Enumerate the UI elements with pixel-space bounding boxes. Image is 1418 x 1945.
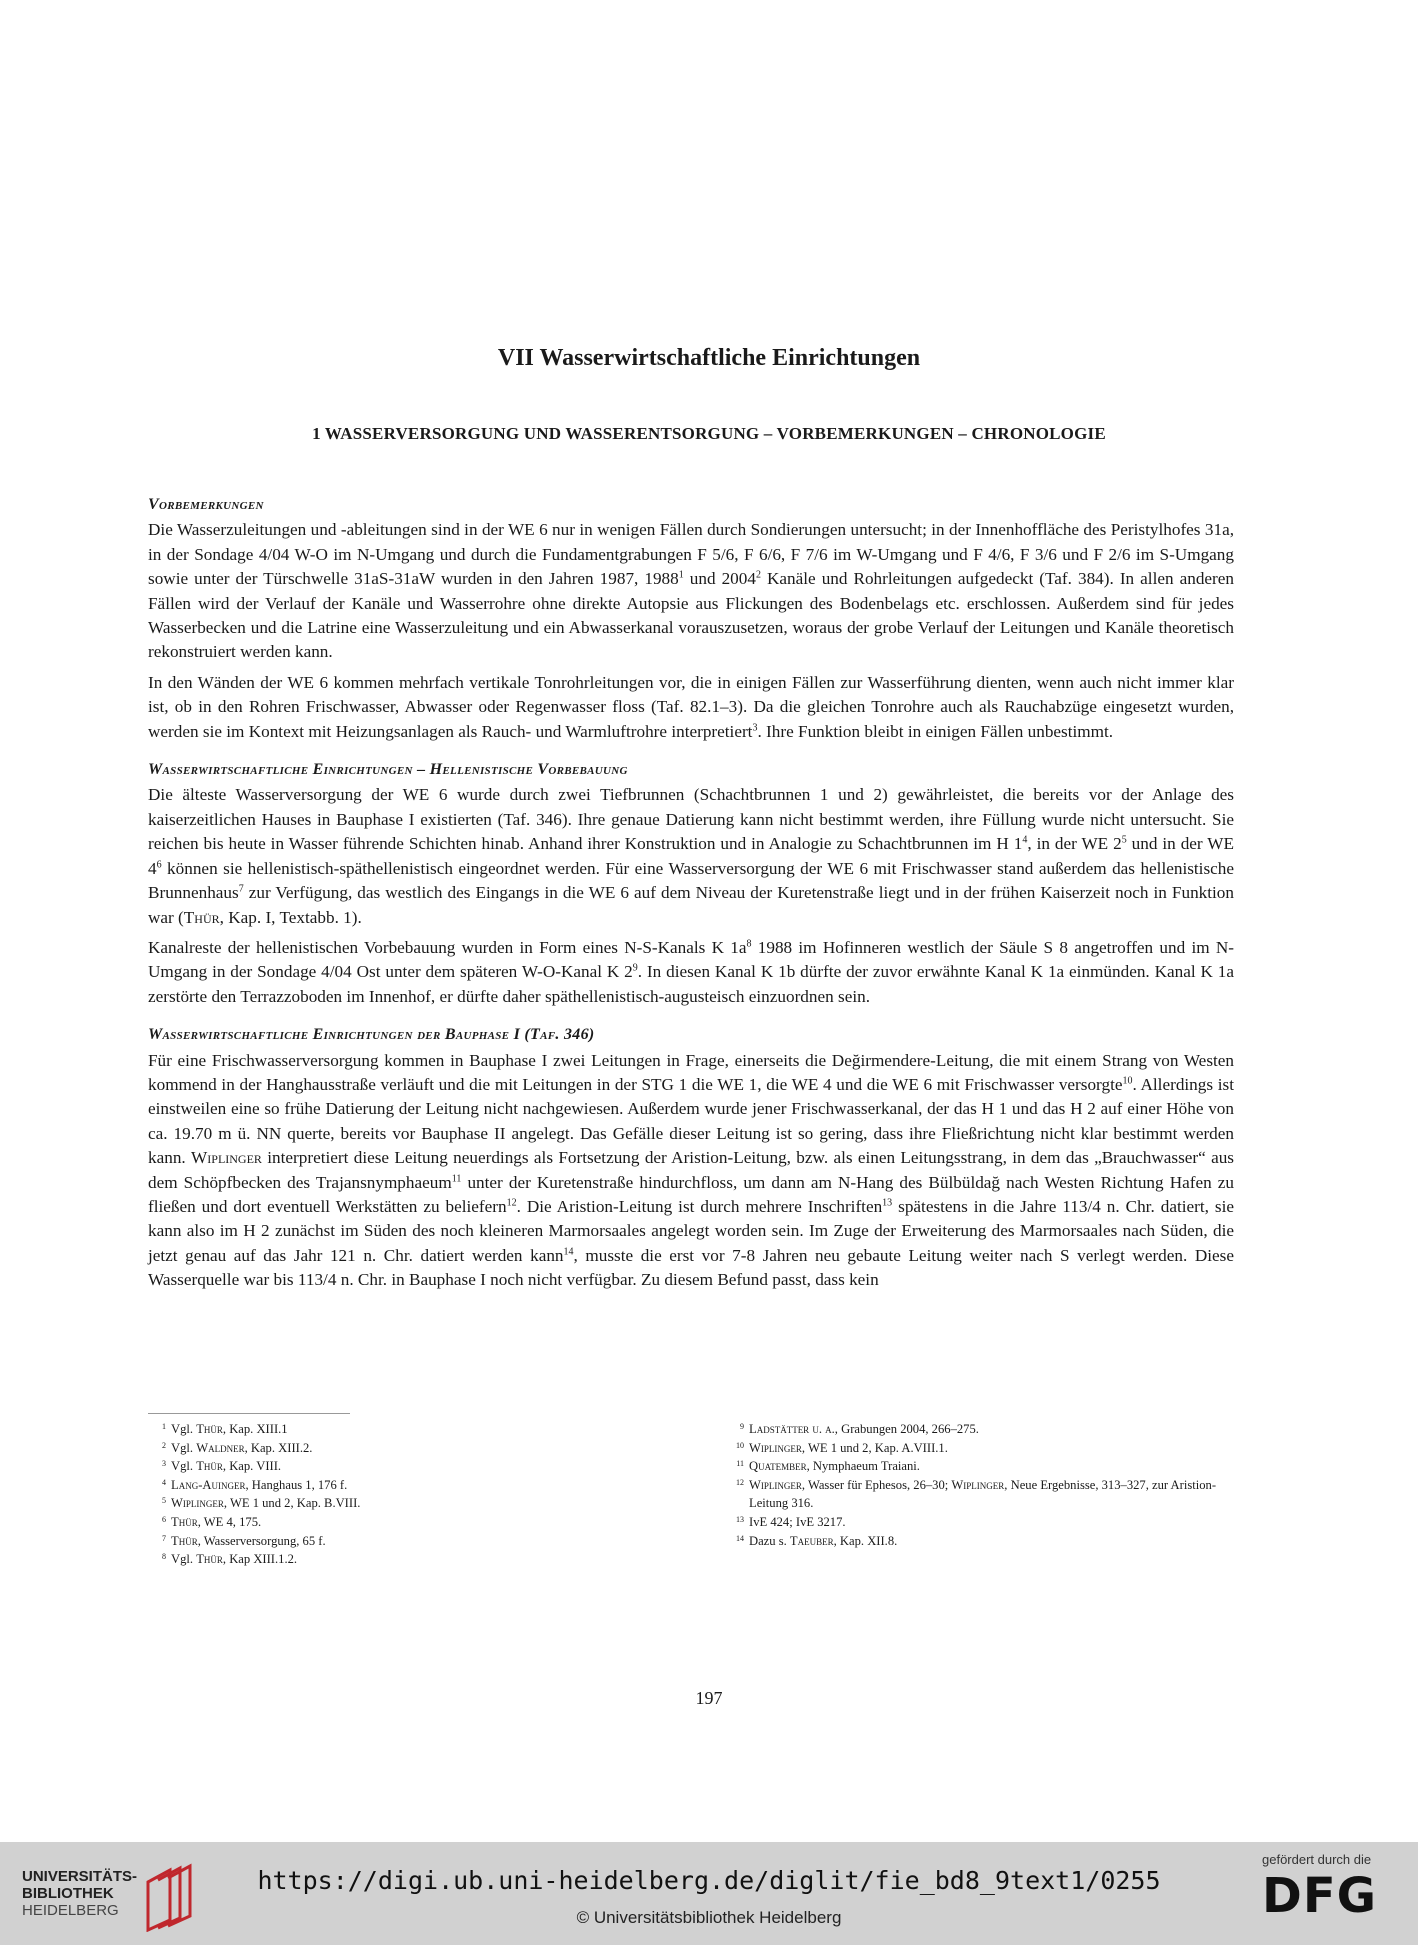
footnote-text xyxy=(749,1420,1240,1439)
dfg-logo[interactable] xyxy=(1262,1852,1402,1932)
author-name: Ladstätter u. a. xyxy=(749,1422,835,1436)
text-run: In den Wänden der WE 6 kommen mehrfach vertikale Tonrohrleitungen vor, die in einigen Fällen zur Wasserführung dienten, wenn auch nicht immer klar ist, ob in den Rohren Frischwasser, Abwasser oder Regenwasser floss (Taf. 82.1–3). Da die gleichen Tonrohre auch als Rauchabzüge eingesetzt wurden, werden sie im Kontext mit Heizungsanlagen als Rauch- und Warmluftrohre interpretiert xyxy=(148,672,1234,741)
footnote-text xyxy=(749,1457,1240,1476)
footnote xyxy=(730,1476,1240,1513)
footnote xyxy=(152,1532,672,1551)
footnote-reference: 9 xyxy=(632,962,638,974)
dfg-wordmark: DFG xyxy=(1262,1868,1378,1924)
text-run: Vgl. xyxy=(171,1440,197,1455)
text-run: , musste die erst vor 7-8 Jahren neu gebaute Leitung weiter nach S verlegt werden. Diese Wasserquelle war bis 113/4 n. Chr. in Bauphase I noch nicht verfügbar. Zu diesem Befund passt, dass kein xyxy=(148,1245,1234,1290)
text-run: , Nymphaeum Traiani. xyxy=(806,1459,920,1474)
footnote xyxy=(152,1513,672,1532)
footnote xyxy=(730,1457,1240,1476)
footnote-number: 6 xyxy=(162,1514,166,1524)
text-run: und in der WE 4 xyxy=(148,834,1234,878)
library-name-line3: HEIDELBERG xyxy=(22,1902,119,1919)
footnote-reference: 5 xyxy=(1121,834,1127,846)
footnotes-left-column xyxy=(152,1420,672,1569)
copyright-notice: © Universitätsbibliothek Heidelberg xyxy=(576,1908,842,1927)
text-run: , Wasser für Ephesos, 26–30; xyxy=(801,1477,952,1492)
footnote-reference: 12 xyxy=(506,1197,517,1209)
text-run: , Kap. VIII. xyxy=(222,1459,282,1474)
library-name-line1: UNIVERSITÄTS- xyxy=(22,1868,138,1885)
text-run: , Kap. XII.8. xyxy=(833,1533,898,1548)
text-run: , Grabungen 2004, 266–275. xyxy=(834,1422,979,1436)
author-name: Thür xyxy=(171,1514,198,1529)
footnote xyxy=(152,1420,672,1439)
footnote-number: 2 xyxy=(162,1440,166,1450)
text-run: , Kap. XIII.1 xyxy=(222,1422,288,1436)
footnote xyxy=(152,1439,672,1458)
footnote-number: 7 xyxy=(162,1533,166,1543)
author-name: Wiplinger xyxy=(171,1496,224,1511)
footnote-reference: 8 xyxy=(746,938,752,950)
body-text xyxy=(148,493,1234,1299)
text-run: spätestens in die Jahre 113/4 n. Chr. datiert, sie kann also im H 2 zunächst im Süden des noch kleineren Marmorsaales angelegt worden sein. Im Zuge der Erweiterung des Marmorsaales nach Süden, die jetzt genau auf das Jahr 121 n. Chr. datiert werden kann xyxy=(148,1196,1234,1265)
footnote-reference: 1 xyxy=(678,569,684,581)
footnote xyxy=(152,1550,672,1569)
text-section xyxy=(148,1023,1234,1292)
footnote-number: 4 xyxy=(162,1477,166,1487)
footnote-reference: 13 xyxy=(882,1197,893,1209)
section-heading: Wasserwirtschaftliche Einrichtungen der Bauphase I (Taf. 346) xyxy=(148,1026,595,1044)
text-run: können sie hellenistisch-späthellenistisch eingeordnet werden. Für eine Wasserversorgung der WE 6 mit Frischwasser stand außerdem das hellenistische Brunnenhaus xyxy=(148,858,1234,903)
text-run: zur Verfügung, das westlich des Eingangs in die WE 6 auf dem Niveau der Kuretenstraße liegt und in der frühen Kaiserzeit noch in Funktion war ( xyxy=(148,883,1234,927)
author-name: Thür xyxy=(183,907,220,927)
section-heading: Wasserwirtschaftliche Einrichtungen – Hellenistische Vorbebauung xyxy=(148,761,628,779)
text-run: , WE 1 und 2, Kap. B.VIII. xyxy=(223,1496,361,1511)
footnote-text xyxy=(749,1532,1240,1551)
footnote-number: 13 xyxy=(736,1514,744,1524)
text-run: . Allerdings ist einstweilen eine so frühe Datierung der Leitung nicht nachgewiesen. Außerdem wurde jener Frischwasserkanal, der das H 1 und das H 2 auf einer Höhe von ca. 19.70 m ü. NN querte, bereits vor Bauphase II angelegt. Das Gefälle dieser Leitung ist so gering, dass ihre Fließrichtung nicht klar bestimmt werden kann. xyxy=(148,1074,1234,1168)
text-run: , Wasserversorgung, 65 f. xyxy=(197,1533,326,1548)
author-name: Thür xyxy=(196,1459,223,1474)
text-section xyxy=(148,493,1234,744)
chapter-title: VII Wasserwirtschaftliche Einrichtungen xyxy=(497,345,921,371)
text-run: unter der Kuretenstraße hindurchfloss, um dann am N-Hang des Bülbüldağ nach Westen Richtung Hafen zu fließen und dort eventuell Werkstätten zu beliefern xyxy=(148,1172,1234,1216)
paragraph xyxy=(148,936,1234,1009)
footnote-number: 10 xyxy=(736,1440,744,1450)
funding-label: gefördert durch die xyxy=(1262,1852,1372,1867)
text-run: , Neue Ergebnisse, 313–327, zur Aristion-Leitung 316. xyxy=(749,1477,1217,1511)
footnote xyxy=(730,1532,1240,1551)
footnote-text xyxy=(171,1550,672,1569)
footnote-reference: 14 xyxy=(563,1246,574,1258)
text-run: . Ihre Funktion bleibt in einigen Fällen unbestimmt. xyxy=(757,721,1114,741)
footnote xyxy=(152,1457,672,1476)
library-name-line2: BIBLIOTHEK xyxy=(22,1885,114,1902)
footnote-reference: 3 xyxy=(752,721,758,733)
text-run: und 2004 xyxy=(683,569,756,589)
footnote-text xyxy=(749,1476,1240,1513)
footnote xyxy=(730,1513,1240,1532)
footnote-number: 5 xyxy=(162,1496,166,1506)
author-name: Wiplinger xyxy=(749,1477,802,1492)
footnote-reference: 11 xyxy=(451,1172,462,1184)
text-run: Dazu s. xyxy=(749,1533,790,1548)
text-run: interpretiert diese Leitung neuerdings als Fortsetzung der Aristion-Leitung, bzw. als einen Leitungsstrang, in dem das „Brauchwasser“ aus dem Schöpfbecken des Trajansnymphaeum xyxy=(148,1148,1234,1192)
footnote-reference: 10 xyxy=(1122,1075,1133,1087)
footnote-number: 14 xyxy=(736,1533,744,1543)
footnote-text xyxy=(749,1439,1240,1458)
footnote-text xyxy=(171,1532,672,1551)
paragraph xyxy=(148,783,1234,929)
text-run: Kanalreste der hellenistischen Vorbebauung wurden in Form eines N-S-Kanals K 1a xyxy=(148,937,747,957)
section-title: 1 WASSERVERSORGUNG UND WASSERENTSORGUNG – VORBEMERKUNGEN – CHRONOLOGIE xyxy=(312,424,1106,443)
text-run: Die älteste Wasserversorgung der WE 6 wurde durch zwei Tiefbrunnen (Schachtbrunnen 1 und 2) gewährleistet, die bereits vor der Anlage des kaiserzeitlichen Hauses in Bauphase I existierten (Taf. 346). Ihre genaue Datierung kann nicht bestimmt werden, ihre Füllung wurde nicht untersucht. Sie reichen bis heute in Wasser führende Schichten hinab. Anhand ihrer Konstruktion und in Analogie zu Schachtbrunnen im H 1 xyxy=(148,785,1234,854)
text-run: , WE 1 und 2, Kap. A.VIII.1. xyxy=(801,1440,948,1455)
footnote-text xyxy=(171,1513,672,1532)
author-name: Wiplinger xyxy=(951,1477,1005,1492)
text-run: Die Wasserzuleitungen und -ableitungen sind in der WE 6 nur in wenigen Fällen durch Sondierungen untersucht; in der Innenhoffläche des Peristylhofes 31a, in der Sondage 4/04 W-O im N-Umgang und durch die Fundamentgrabungen F 5/6, F 6/6, F 7/6 im W-Umgang und F 4/6, F 3/6 und F 2/6 im S-Umgang sowie unter der Türschwelle 31aS-31aW wurden in den Jahren 1987, 1988 xyxy=(148,520,1234,589)
author-name: Taeuber xyxy=(789,1533,834,1548)
footnote-reference: 2 xyxy=(755,569,761,581)
text-run: , Hanghaus 1, 176 f. xyxy=(245,1477,348,1492)
footnote-number: 12 xyxy=(736,1477,744,1487)
paragraph xyxy=(148,518,1234,664)
text-run: . Die Aristion-Leitung ist durch mehrere Inschriften xyxy=(516,1196,883,1216)
footnote xyxy=(730,1420,1240,1439)
footnote xyxy=(152,1494,672,1513)
footnote-number: 3 xyxy=(162,1459,166,1469)
text-run: , WE 4, 175. xyxy=(197,1514,262,1529)
footnote-text xyxy=(749,1513,1240,1532)
text-run: IvE 424; IvE 3217. xyxy=(749,1514,846,1529)
text-run: . In diesen Kanal K 1b dürfte der zuvor erwähnte Kanal K 1a einmünden. Kanal K 1a zerstörte den Terrazzoboden im Innenhof, er dürfte daher späthellenistisch-augusteisch einzuordnen sein. xyxy=(148,962,1234,1006)
author-name: Thür xyxy=(171,1533,198,1548)
author-name: Lang-Auinger xyxy=(171,1477,246,1492)
footnote-number: 1 xyxy=(162,1422,166,1431)
footnote-text xyxy=(171,1494,672,1513)
footnote-number: 11 xyxy=(736,1459,744,1469)
footnote-text xyxy=(171,1439,672,1458)
footnote-reference: 7 xyxy=(238,883,244,895)
footnote-number: 9 xyxy=(740,1422,744,1431)
text-run: , in der WE 2 xyxy=(1027,834,1122,854)
footer-bar xyxy=(0,1842,1418,1945)
footnote xyxy=(152,1476,672,1495)
author-name: Quatember xyxy=(749,1459,807,1474)
author-name: Thür xyxy=(196,1552,223,1567)
paragraph xyxy=(148,671,1234,744)
page-number: 197 xyxy=(695,1688,723,1708)
text-run: Vgl. xyxy=(171,1552,197,1567)
source-url[interactable]: https://digi.ub.uni-heidelberg.de/diglit/fie_bd8_9text1/0255 xyxy=(257,1866,1161,1895)
footnotes-right-column xyxy=(730,1420,1240,1550)
footnote-reference: 4 xyxy=(1022,834,1028,846)
text-run: 1988 im Hofinneren westlich der Säule S 8 angetroffen und im N-Umgang in der Sondage 4/04 Ost unter dem späteren W-O-Kanal K 2 xyxy=(148,937,1234,982)
paragraph xyxy=(148,1049,1234,1293)
author-name: Waldner xyxy=(196,1440,245,1455)
footnote xyxy=(730,1439,1240,1458)
footnote-divider xyxy=(148,1413,350,1414)
text-run: , Kap. XIII.2. xyxy=(244,1440,313,1455)
footnote-text xyxy=(171,1457,672,1476)
text-run: Kanäle und Rohrleitungen aufgedeckt (Taf. 384). In allen anderen Fällen wird der Verlauf der Kanäle und Wasserrohre ohne direkte Autopsie aus Flickungen des Bodenbelags etc. erschlossen. Außerdem sind für jedes Wasserbecken und die Latrine eine Wasserzuleitung und ein Abwasserkanal vorauszusetzen, woraus der grobe Verlauf der Leitungen und Kanäle theoretisch rekonstruiert werden kann. xyxy=(148,569,1234,662)
author-name: Wiplinger xyxy=(749,1440,802,1455)
footnote-text xyxy=(171,1476,672,1495)
text-run: Vgl. xyxy=(171,1459,197,1474)
footnote-number: 8 xyxy=(162,1552,166,1562)
section-heading: Vorbemerkungen xyxy=(148,496,264,513)
text-run: , Kap. I, Textabb. 1). xyxy=(219,907,362,927)
text-run: Vgl. xyxy=(171,1422,197,1436)
text-run: Für eine Frischwasserversorgung kommen in Bauphase I zwei Leitungen in Frage, einerseits die Değirmendere-Leitung, die mit einem Strang von Westen kommend in der Hanghausstraße verläuft und die mit Leitungen in der STG 1 die WE 1, die WE 4 und die WE 6 mit Frischwasser versorgte xyxy=(148,1050,1234,1094)
text-section xyxy=(148,758,1234,1009)
text-run: , Kap XIII.1.2. xyxy=(222,1552,298,1567)
author-name: Wiplinger xyxy=(191,1148,262,1168)
footnote-text xyxy=(171,1420,672,1439)
author-name: Thür xyxy=(196,1422,223,1436)
footnote-reference: 6 xyxy=(156,858,162,870)
